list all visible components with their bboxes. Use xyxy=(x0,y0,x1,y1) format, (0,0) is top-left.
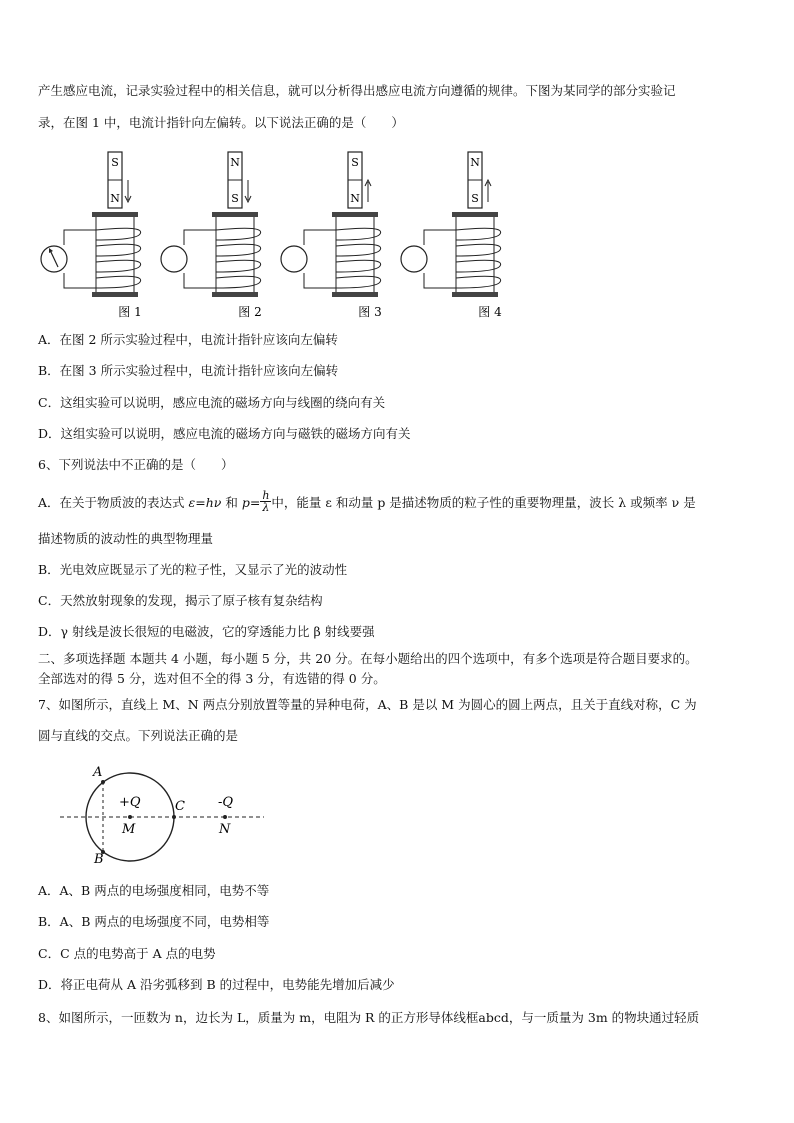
q6-option-a xyxy=(38,489,758,515)
intro-line-2: 录，在图 1 中，电流计指针向左偏转。以下说法正确的是（ ） xyxy=(38,115,404,130)
magnet-bottom-pole: S xyxy=(231,192,239,205)
q7-option-b: B．A、B 两点的电场强度不同，电势相等 xyxy=(38,914,270,929)
q7-option-d: D．将正电荷从 A 沿劣弧移到 B 的过程中，电势能先增加后减少 xyxy=(38,977,395,992)
panel-3 xyxy=(281,152,382,319)
charge-circle-svg xyxy=(58,760,278,870)
section-2-line-2: 全部选对的得 5 分，选对但不全的得 3 分，有选错的得 0 分。 xyxy=(38,671,386,686)
coil-bottom-plate xyxy=(452,292,498,297)
q7-option-a: A．A、B 两点的电场强度相同，电势不等 xyxy=(38,883,270,898)
galvanometer-icon xyxy=(281,246,307,272)
q6-option-b: B．光电效应既显示了光的粒子性，又显示了光的波动性 xyxy=(38,562,348,577)
intro-line-1: 产生感应电流，记录实验过程中的相关信息，就可以分析得出感应电流方向遵循的规律。下图为某同学的部分实验记 xyxy=(38,83,676,98)
panel-4 xyxy=(401,152,502,319)
magnet-top-pole: N xyxy=(230,156,240,169)
section-2-line-1: 二、多项选择题 本题共 4 小题，每小题 5 分，共 20 分。在每小题给出的四个选项中，有多个选项是符合题目要求的。 xyxy=(38,651,698,666)
coil-bottom-plate xyxy=(212,292,258,297)
q6-a-and: 和 xyxy=(225,495,238,510)
coil-top-plate xyxy=(452,212,498,217)
q8-line-1: 8、如图所示，一匝数为 n，边长为 L，质量为 m，电阻为 R 的正方形导体线框abcd，与一质量为 3m 的物块通过轻质 xyxy=(38,1010,700,1025)
q6-option-c: C．天然放射现象的发现，揭示了原子核有复杂结构 xyxy=(38,593,323,608)
q6-a-part2: 中，能量 ε 和动量 p 是描述物质的粒子性的重要物理量，波长 λ 或频率 ν 是 xyxy=(271,495,696,510)
galvanometer-icon xyxy=(161,246,187,272)
galvanometer-icon xyxy=(401,246,427,272)
label-b: B xyxy=(94,852,104,867)
coil-bottom-plate xyxy=(332,292,378,297)
coil-top-plate xyxy=(92,212,138,217)
panel-1 xyxy=(41,152,142,319)
caption-3: 图 3 xyxy=(358,305,382,319)
q5-option-a: A．在图 2 所示实验过程中，电流计指针应该向左偏转 xyxy=(38,332,338,347)
caption-1: 图 1 xyxy=(118,305,142,319)
magnet-bottom-pole: N xyxy=(110,192,120,205)
caption-2: 图 2 xyxy=(238,305,262,319)
charge-circle-figure xyxy=(58,760,278,870)
magnet-top-pole: N xyxy=(470,156,480,169)
q6-a-part1: A．在关于物质波的表达式 xyxy=(38,495,185,510)
q5-option-d: D．这组实验可以说明，感应电流的磁场方向与磁铁的磁场方向有关 xyxy=(38,426,411,441)
q7-line-2: 圆与直线的交点。下列说法正确的是 xyxy=(38,728,239,743)
label-a: A xyxy=(93,765,103,780)
magnet-bottom-pole: S xyxy=(471,192,479,205)
label-c: C xyxy=(175,799,185,814)
q6-option-d: D．γ 射线是波长很短的电磁波，它的穿透能力比 β 射线要强 xyxy=(38,624,375,639)
panel-2 xyxy=(161,152,262,319)
label-negative-charge: -Q xyxy=(218,795,234,810)
label-n: N xyxy=(219,822,231,837)
label-positive-charge: +Q xyxy=(119,795,141,810)
magnet-top-pole: S xyxy=(351,156,359,169)
coil-bottom-plate xyxy=(92,292,138,297)
magnet-bottom-pole: N xyxy=(350,192,360,205)
q6-a-fraction xyxy=(260,490,271,513)
caption-4: 图 4 xyxy=(478,305,502,319)
q5-option-c: C．这组实验可以说明，感应电流的磁场方向与线圈的绕向有关 xyxy=(38,395,386,410)
magnet-coil-svg xyxy=(36,150,516,320)
q5-option-b: B．在图 3 所示实验过程中，电流计指针应该向左偏转 xyxy=(38,363,339,378)
q6-a-eq2-lhs: p= xyxy=(241,495,261,510)
magnet-coil-figure xyxy=(36,150,516,320)
q6-a-eq1: ε=hν xyxy=(188,495,222,510)
label-m: M xyxy=(122,822,136,837)
coil-top-plate xyxy=(212,212,258,217)
q7-line-1: 7、如图所示，直线上 M、N 两点分别放置等量的异种电荷，A、B 是以 M 为圆心的圆上两点，且关于直线对称，C 为 xyxy=(38,697,697,712)
coil-top-plate xyxy=(332,212,378,217)
q6-option-a-line2: 描述物质的波动性的典型物理量 xyxy=(38,531,214,546)
fraction-numerator: h xyxy=(262,489,270,502)
fraction-denominator: λ xyxy=(262,501,270,514)
q6-stem: 6、下列说法中不正确的是（ ） xyxy=(38,457,234,472)
q7-option-c: C．C 点的电势高于 A 点的电势 xyxy=(38,946,216,961)
magnet-top-pole: S xyxy=(111,156,119,169)
